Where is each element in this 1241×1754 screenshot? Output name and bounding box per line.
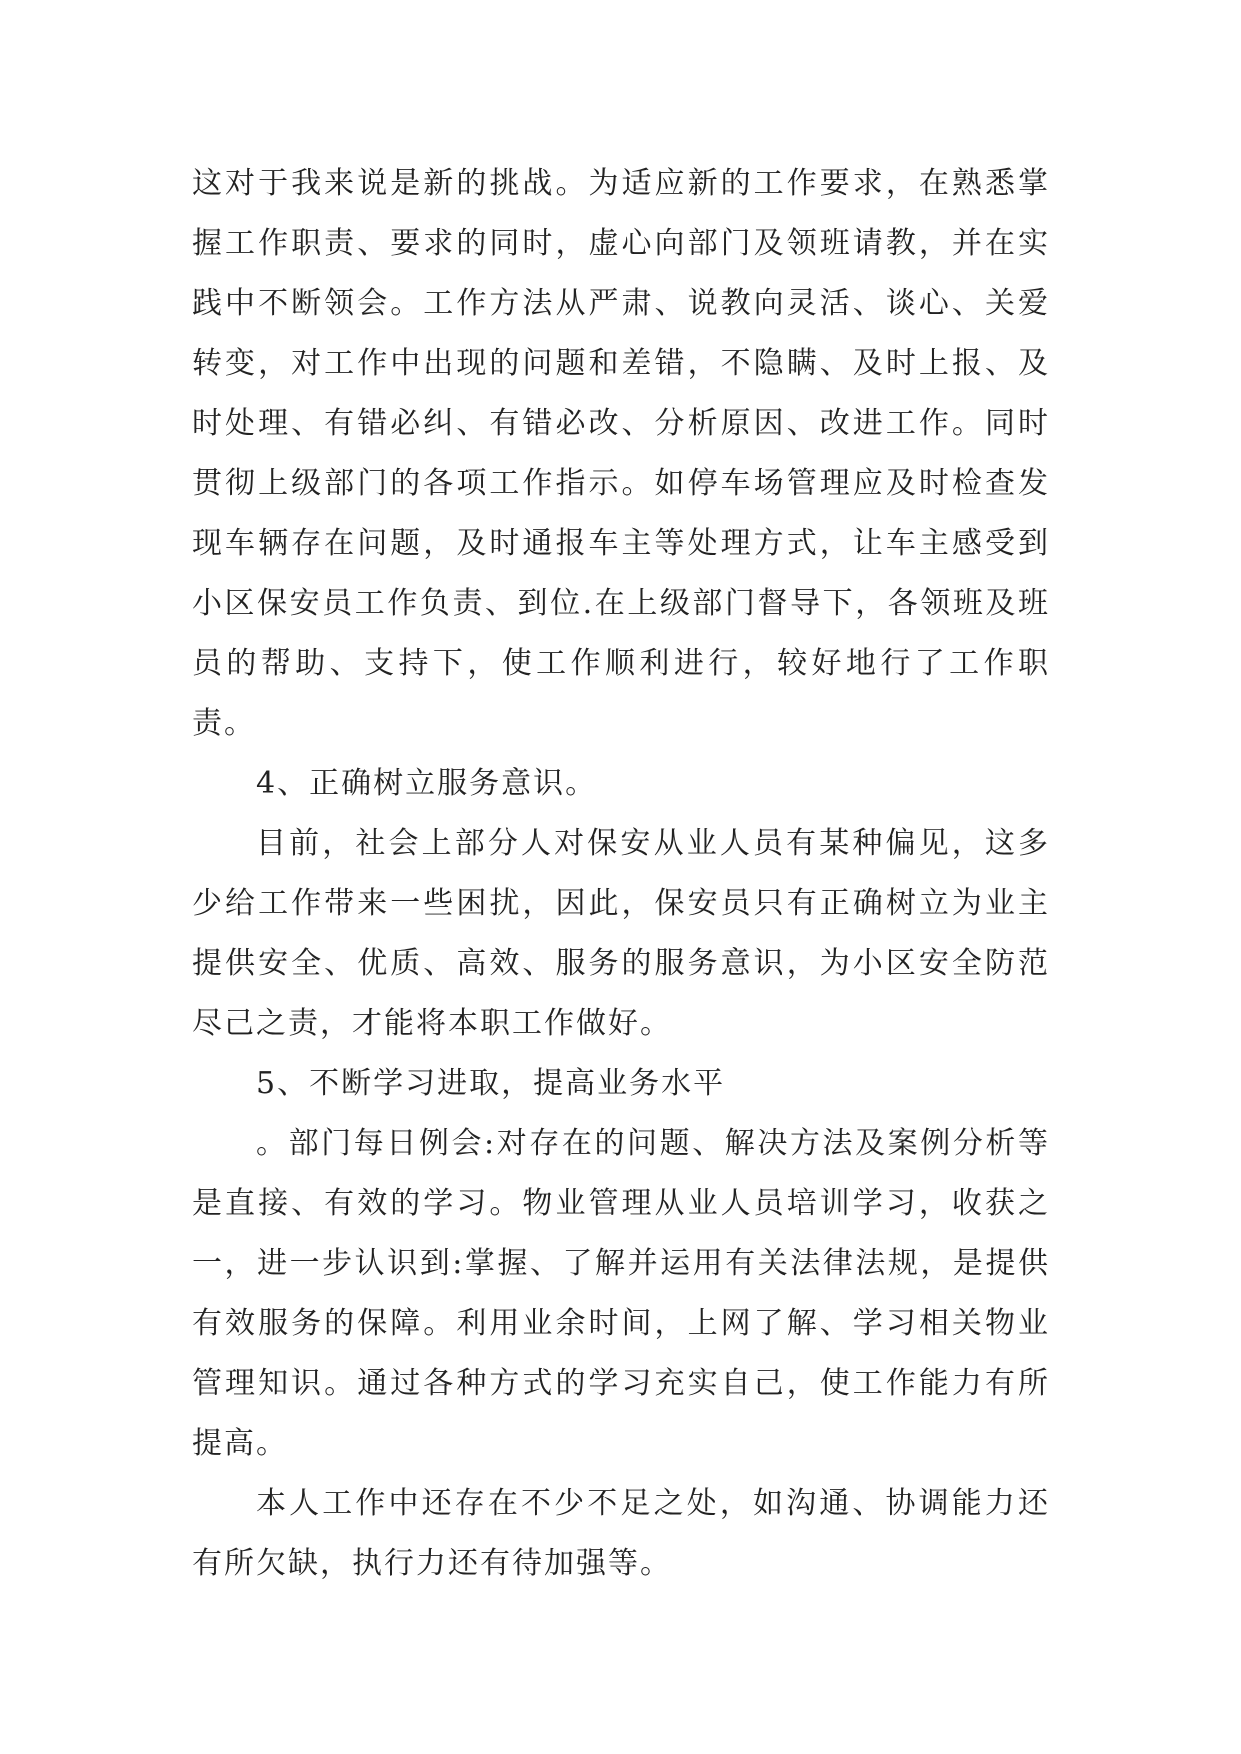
section-heading-4: 4、正确树立服务意识。 (256, 766, 598, 801)
section-heading-5: 5、不断学习进取，提高业务水平 (256, 1066, 726, 1101)
document-body (192, 154, 1050, 1594)
paragraph-service-awareness: 目前，社会上部分人对保安从业人员有某种偏见，这多少给工作带来一些困扰，因此，保安员只有正确树立为业主提供安全、优质、高效、服务的服务意识，为小区安全防范尽己之责，才能将本职工作做好。 (192, 826, 1050, 1041)
paragraph-learning: 。部门每日例会:对存在的问题、解决方法及案例分析等是直接、有效的学习。物业管理从业人员培训学习，收获之一，进一步认识到:掌握、了解并运用有关法律法规，是提供有效服务的保障。利用业余时间，上网了解、学习相关物业管理知识。通过各种方式的学习充实自己，使工作能力有所提高。 (192, 1126, 1050, 1461)
paragraph-shortcomings: 本人工作中还存在不少不足之处，如沟通、协调能力还有所欠缺，执行力还有待加强等。 (192, 1486, 1050, 1581)
paragraph-1: 这对于我来说是新的挑战。为适应新的工作要求，在熟悉掌握工作职责、要求的同时，虚心向部门及领班请教，并在实践中不断领会。工作方法从严肃、说教向灵活、谈心、关爱转变，对工作中出现的问题和差错，不隐瞒、及时上报、及时处理、有错必纠、有错必改、分析原因、改进工作。同时贯彻上级部门的各项工作指示。如停车场管理应及时检查发现车辆存在问题，及时通报车主等处理方式，让车主感受到小区保安员工作负责、到位.在上级部门督导下，各领班及班员的帮助、支持下，使工作顺利进行，较好地行了工作职责。 (192, 166, 1050, 741)
